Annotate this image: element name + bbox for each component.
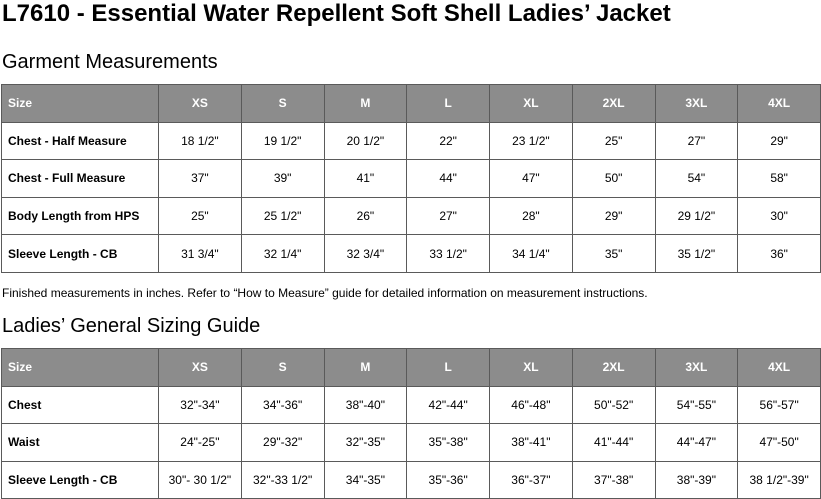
column-header: XS (159, 85, 242, 123)
column-header: 4XL (738, 349, 821, 387)
table-cell: 29 1/2" (655, 197, 738, 235)
column-header: 2XL (572, 349, 655, 387)
table-cell: 30" (738, 197, 821, 235)
column-header: XS (159, 349, 242, 387)
table-cell: 29"-32" (241, 424, 324, 462)
table-row (2, 424, 821, 462)
table-cell: 35"-38" (407, 424, 490, 462)
column-header: S (241, 85, 324, 123)
garment-measurements-table (1, 84, 821, 273)
table-cell: 44"-47" (655, 424, 738, 462)
table-cell: 29" (572, 197, 655, 235)
table-header-row (2, 349, 821, 387)
table-cell: 26" (324, 197, 407, 235)
table-cell: 46"-48" (490, 386, 573, 424)
table-row (2, 160, 821, 198)
table-cell: 35"-36" (407, 461, 490, 499)
row-label: Body Length from HPS (2, 197, 159, 235)
table-cell: 54" (655, 160, 738, 198)
table-cell: 32"-35" (324, 424, 407, 462)
table-cell: 38"-41" (490, 424, 573, 462)
column-header: 3XL (655, 349, 738, 387)
table-cell: 19 1/2" (241, 122, 324, 160)
row-label: Waist (2, 424, 159, 462)
table-cell: 27" (407, 197, 490, 235)
table-cell: 30"- 30 1/2" (159, 461, 242, 499)
table-cell: 25" (159, 197, 242, 235)
row-label: Sleeve Length - CB (2, 461, 159, 499)
table-cell: 35" (572, 235, 655, 273)
table-cell: 58" (738, 160, 821, 198)
column-header: L (407, 349, 490, 387)
row-label: Chest - Half Measure (2, 122, 159, 160)
table-row (2, 235, 821, 273)
table-row (2, 122, 821, 160)
table-cell: 24"-25" (159, 424, 242, 462)
table-row (2, 386, 821, 424)
table-cell: 50" (572, 160, 655, 198)
table-cell: 18 1/2" (159, 122, 242, 160)
column-header: 2XL (572, 85, 655, 123)
table-cell: 25 1/2" (241, 197, 324, 235)
page-title: L7610 - Essential Water Repellent Soft Shell Ladies’ Jacket (2, 0, 671, 27)
table-cell: 32"-34" (159, 386, 242, 424)
table-cell: 23 1/2" (490, 122, 573, 160)
table-cell: 25" (572, 122, 655, 160)
table-cell: 27" (655, 122, 738, 160)
table-cell: 37" (159, 160, 242, 198)
garment-measurements-heading: Garment Measurements (2, 51, 218, 73)
column-header: Size (2, 349, 159, 387)
table-cell: 32"-33 1/2" (241, 461, 324, 499)
table-row (2, 461, 821, 499)
measurement-note: Finished measurements in inches. Refer to “How to Measure” guide for detailed information on measurement instructions. (2, 286, 648, 300)
table-cell: 41" (324, 160, 407, 198)
table-cell: 34"-35" (324, 461, 407, 499)
table-cell: 29" (738, 122, 821, 160)
column-header: M (324, 349, 407, 387)
column-header: M (324, 85, 407, 123)
table-cell: 41"-44" (572, 424, 655, 462)
sizing-guide-table (1, 348, 821, 499)
column-header: 3XL (655, 85, 738, 123)
table-cell: 38"-40" (324, 386, 407, 424)
table-cell: 34 1/4" (490, 235, 573, 273)
table-cell: 35 1/2" (655, 235, 738, 273)
table-row (2, 197, 821, 235)
table-cell: 39" (241, 160, 324, 198)
table-cell: 37"-38" (572, 461, 655, 499)
column-header: Size (2, 85, 159, 123)
table-cell: 34"-36" (241, 386, 324, 424)
table-cell: 38 1/2"-39" (738, 461, 821, 499)
table-cell: 28" (490, 197, 573, 235)
table-cell: 33 1/2" (407, 235, 490, 273)
table-cell: 36" (738, 235, 821, 273)
table-cell: 54"-55" (655, 386, 738, 424)
table-cell: 56"-57" (738, 386, 821, 424)
table-cell: 47" (490, 160, 573, 198)
column-header: L (407, 85, 490, 123)
table-cell: 22" (407, 122, 490, 160)
table-cell: 36"-37" (490, 461, 573, 499)
row-label: Chest - Full Measure (2, 160, 159, 198)
row-label: Chest (2, 386, 159, 424)
table-cell: 50"-52" (572, 386, 655, 424)
column-header: 4XL (738, 85, 821, 123)
table-header-row (2, 85, 821, 123)
table-cell: 31 3/4" (159, 235, 242, 273)
column-header: XL (490, 349, 573, 387)
column-header: XL (490, 85, 573, 123)
table-cell: 47"-50" (738, 424, 821, 462)
table-cell: 32 1/4" (241, 235, 324, 273)
table-cell: 44" (407, 160, 490, 198)
table-cell: 32 3/4" (324, 235, 407, 273)
table-cell: 42"-44" (407, 386, 490, 424)
column-header: S (241, 349, 324, 387)
row-label: Sleeve Length - CB (2, 235, 159, 273)
table-cell: 20 1/2" (324, 122, 407, 160)
sizing-guide-heading: Ladies’ General Sizing Guide (2, 315, 261, 337)
table-cell: 38"-39" (655, 461, 738, 499)
